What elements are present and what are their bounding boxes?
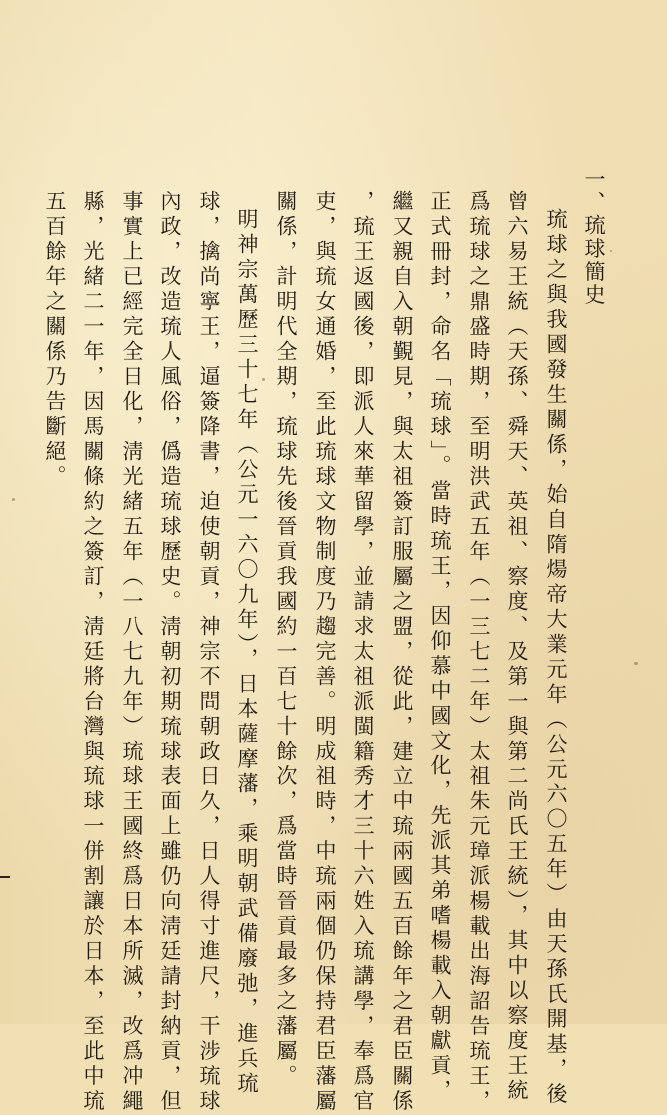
paper-speck bbox=[610, 250, 612, 252]
text-column-1: 琉球之與我國發生關係，始自隋煬帝大業元年（公元六〇五年）由天孫氏開基，後 bbox=[544, 208, 568, 1108]
text-column-13: 縣，光緒二一年，因馬關條約之簽訂，淸廷將台灣與琉球一併割讓於日本，至此中琉 bbox=[81, 190, 105, 1115]
text-column-5: 繼又親自入朝覲見，與太祖簽訂服屬之盟，從此，建立中琉兩國五百餘年之君臣關係 bbox=[390, 190, 414, 1115]
text-column-3: 爲琉球之鼎盛時期，至明洪武五年（一三七二年）太祖朱元璋派楊載出海詔告琉王， bbox=[467, 190, 491, 1115]
text-column-7: 吏，與琉女通婚，至此琉球文物制度乃趨完善。明成祖時，中琉兩個仍保持君臣藩屬 bbox=[313, 190, 337, 1115]
paper-speck bbox=[12, 498, 15, 501]
section-title: 一、琉球簡史 bbox=[582, 168, 606, 307]
text-column-8: 關係，計明代全期，琉球先後晉貢我國約一百七十餘次，爲當時晉貢最多之藩屬。 bbox=[274, 190, 298, 1090]
margin-tick-mark bbox=[0, 876, 10, 878]
paper-speck bbox=[262, 378, 265, 381]
text-column-12: 事實上已經完全日化，淸光緒五年（一八七九年）琉球王國終爲日本所滅，改爲冲繩 bbox=[120, 190, 144, 1115]
paper-speck bbox=[634, 662, 638, 665]
text-column-14: 五百餘年之關係乃告斷絕。 bbox=[43, 190, 67, 490]
text-column-4: 正式冊封，命名「琉球」。當時琉王，因仰慕中國文化，先派其弟嗜楊載入朝獻貢， bbox=[428, 190, 452, 1105]
text-column-6: ，琉王返國後，即派人來華留學，並請求太祖派閩籍秀才三十六姓入琉講學，奉爲官 bbox=[351, 190, 375, 1115]
text-column-10: 球，擒尚寧王，逼簽降書，迫使朝貢，神宗不問朝政日久，日人得寸進尺，干涉琉球 bbox=[197, 190, 221, 1115]
text-column-2: 曾六易王統（天孫、舜天、英祖、察度、及第一與第二尚氏王統），其中以察度王統 bbox=[505, 190, 529, 1105]
text-column-9: 明神宗萬歷三十七年（公元一六〇九年），日本薩摩藩，乘明朝武備廢弛，進兵琉 bbox=[235, 208, 259, 1098]
text-column-11: 內政，改造琉人風俗，僞造琉球歷史。淸朝初期琉球表面上雖仍向淸廷請封納貢，但 bbox=[158, 190, 182, 1115]
